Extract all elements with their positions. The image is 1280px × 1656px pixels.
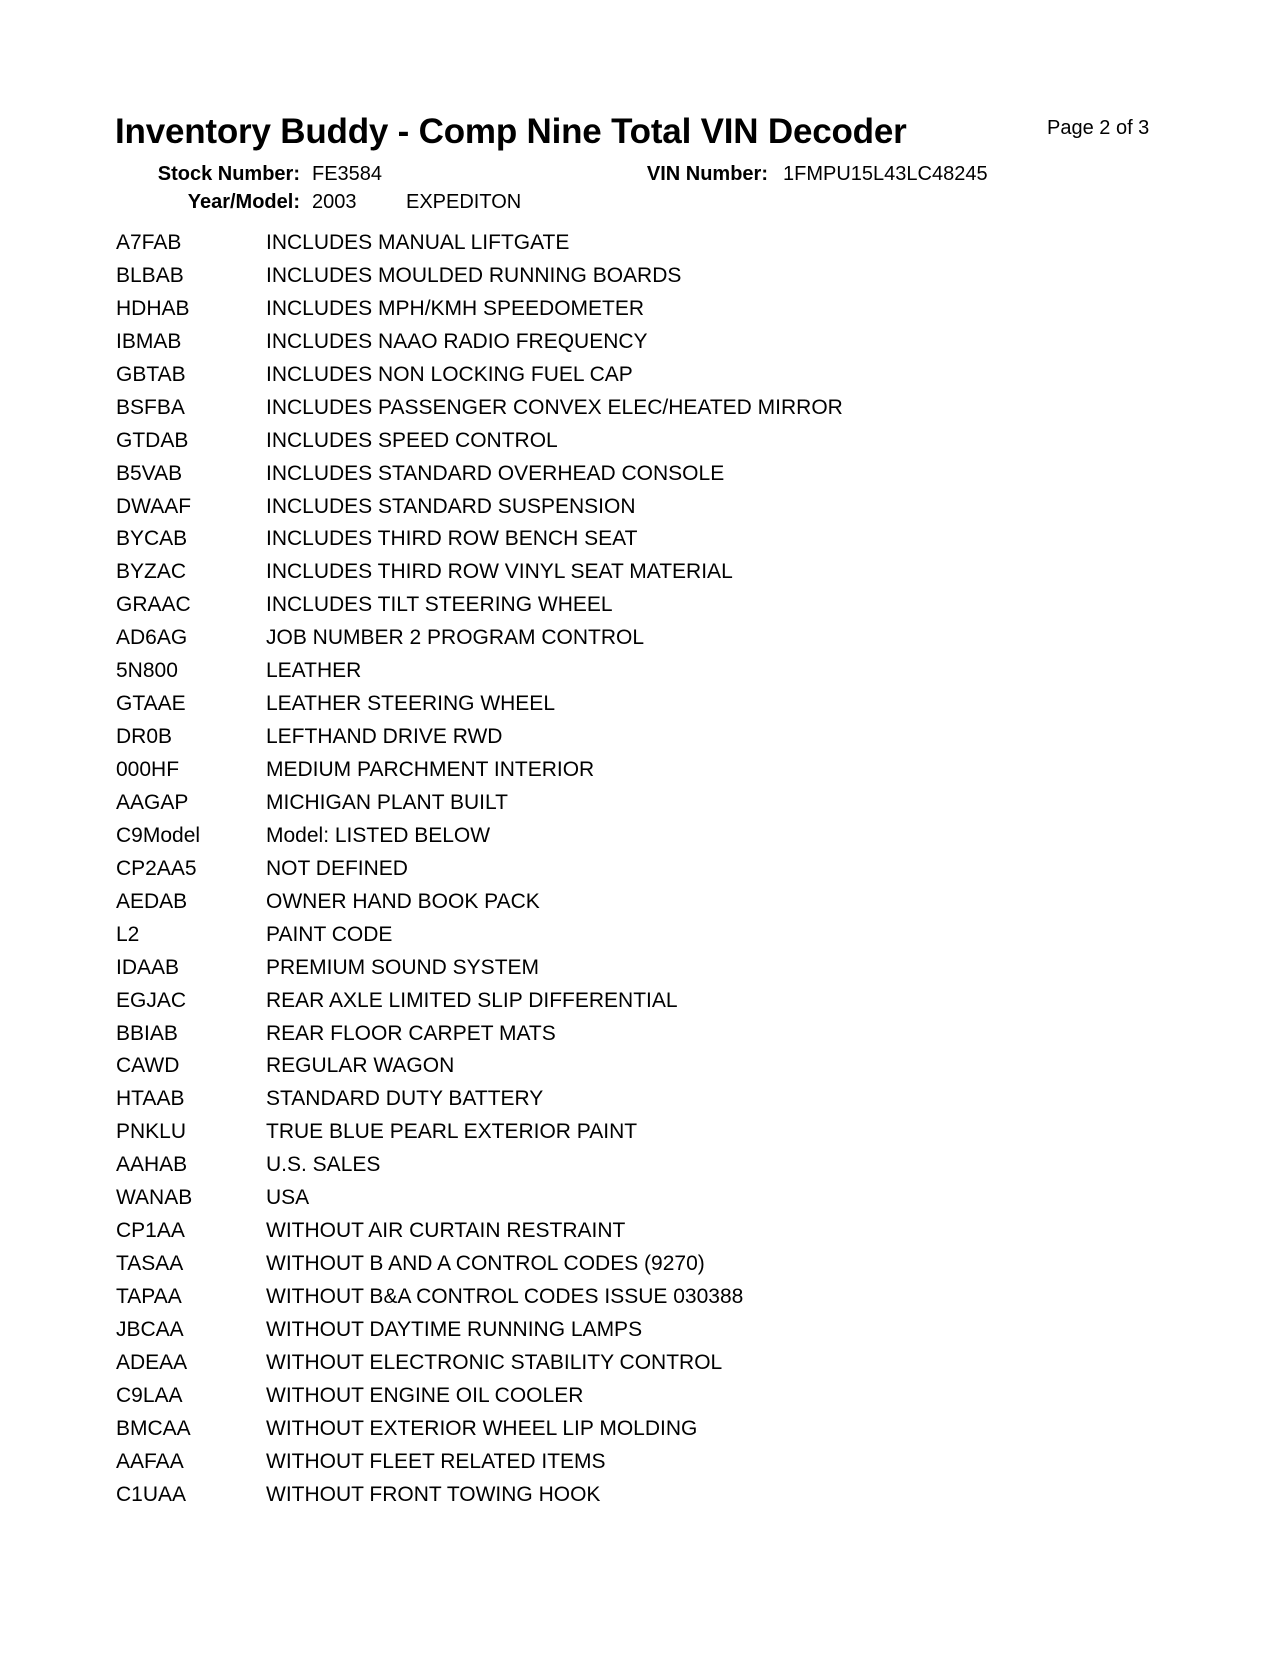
option-description: JOB NUMBER 2 PROGRAM CONTROL <box>266 626 645 650</box>
option-description: INCLUDES STANDARD SUSPENSION <box>266 494 636 518</box>
option-code: PNKLU <box>116 1120 187 1144</box>
option-description: INCLUDES THIRD ROW VINYL SEAT MATERIAL <box>266 560 733 584</box>
option-code: A7FAB <box>116 231 182 254</box>
option-code: C9LAA <box>116 1383 183 1407</box>
option-description: WITHOUT ENGINE OIL COOLER <box>266 1383 584 1407</box>
option-description: U.S. SALES <box>266 1153 381 1177</box>
option-description: INCLUDES NAAO RADIO FREQUENCY <box>266 329 648 353</box>
option-code: AAHAB <box>116 1153 188 1177</box>
option-description: INCLUDES PASSENGER CONVEX ELEC/HEATED MIRROR <box>266 395 843 419</box>
option-row <box>116 330 1116 363</box>
option-row <box>116 231 1116 264</box>
option-row <box>116 989 1116 1022</box>
option-row <box>116 956 1116 989</box>
option-code: C9Model <box>116 823 201 847</box>
option-row <box>116 297 1116 330</box>
option-code-list <box>116 231 1116 1516</box>
option-row <box>116 593 1116 626</box>
option-row <box>116 1351 1116 1384</box>
option-description: PAINT CODE <box>266 922 393 946</box>
option-code: HTAAB <box>116 1087 185 1111</box>
option-description: WITHOUT FRONT TOWING HOOK <box>266 1482 601 1506</box>
option-row <box>116 462 1116 495</box>
option-row <box>116 1022 1116 1055</box>
option-code: CP1AA <box>116 1219 185 1243</box>
option-description: REAR FLOOR CARPET MATS <box>266 1021 556 1045</box>
option-row <box>116 363 1116 396</box>
option-code: BMCAA <box>116 1416 191 1440</box>
option-code: BYCAB <box>116 527 188 551</box>
option-description: INCLUDES SPEED CONTROL <box>266 428 558 452</box>
option-description: INCLUDES MOULDED RUNNING BOARDS <box>266 263 682 287</box>
year-model-label: Year/Model: <box>187 191 300 213</box>
option-code: GBTAB <box>116 362 186 386</box>
option-description: STANDARD DUTY BATTERY <box>266 1087 544 1111</box>
option-code: ADEAA <box>116 1350 188 1374</box>
option-row <box>116 1483 1116 1516</box>
option-description: LEATHER <box>266 659 362 683</box>
model-value: EXPEDITON <box>406 191 522 213</box>
option-description: WITHOUT EXTERIOR WHEEL LIP MOLDING <box>266 1416 698 1440</box>
option-code: DR0B <box>116 725 173 749</box>
option-description: USA <box>266 1186 310 1210</box>
option-description: OWNER HAND BOOK PACK <box>266 889 540 913</box>
vin-number-value: 1FMPU15L43LC48245 <box>783 163 988 185</box>
option-row <box>116 1087 1116 1120</box>
option-description: WITHOUT DAYTIME RUNNING LAMPS <box>266 1317 643 1341</box>
option-row <box>116 1318 1116 1351</box>
option-row <box>116 1450 1116 1483</box>
option-description: TRUE BLUE PEARL EXTERIOR PAINT <box>266 1120 638 1144</box>
option-row <box>116 659 1116 692</box>
option-code: IDAAB <box>116 955 180 979</box>
option-code: IBMAB <box>116 329 182 353</box>
page-title: Inventory Buddy - Comp Nine Total VIN Decoder <box>115 112 907 151</box>
option-row <box>116 1219 1116 1252</box>
option-row <box>116 1153 1116 1186</box>
option-code: WANAB <box>116 1186 193 1210</box>
option-description: INCLUDES NON LOCKING FUEL CAP <box>266 362 633 386</box>
option-description: INCLUDES THIRD ROW BENCH SEAT <box>266 527 638 551</box>
option-code: C1UAA <box>116 1482 187 1506</box>
option-code: DWAAF <box>116 494 192 518</box>
option-row <box>116 692 1116 725</box>
option-code: AAFAA <box>116 1449 184 1473</box>
option-description: INCLUDES STANDARD OVERHEAD CONSOLE <box>266 461 725 485</box>
option-description: REGULAR WAGON <box>266 1054 455 1078</box>
option-description: WITHOUT AIR CURTAIN RESTRAINT <box>266 1219 626 1243</box>
option-description: PREMIUM SOUND SYSTEM <box>266 955 540 979</box>
option-description: LEFTHAND DRIVE RWD <box>266 725 503 749</box>
option-code: EGJAC <box>116 988 187 1012</box>
option-code: BLBAB <box>116 263 184 287</box>
option-description: LEATHER STEERING WHEEL <box>266 692 555 716</box>
vin-number-label: VIN Number: <box>646 163 768 185</box>
option-description: MICHIGAN PLANT BUILT <box>266 790 508 814</box>
option-code: B5VAB <box>116 461 183 485</box>
option-row <box>116 396 1116 429</box>
option-description: Model: LISTED BELOW <box>266 823 491 847</box>
option-code: CP2AA5 <box>116 856 197 880</box>
option-description: NOT DEFINED <box>266 856 408 880</box>
option-description: INCLUDES TILT STEERING WHEEL <box>266 593 613 617</box>
option-row <box>116 1384 1116 1417</box>
option-row <box>116 527 1116 560</box>
option-code: 000HF <box>116 758 180 781</box>
option-row <box>116 725 1116 758</box>
option-code: AEDAB <box>116 889 188 913</box>
year-value: 2003 <box>312 191 357 213</box>
option-row <box>116 1054 1116 1087</box>
option-row <box>116 923 1116 956</box>
option-description: WITHOUT ELECTRONIC STABILITY CONTROL <box>266 1350 723 1374</box>
option-row <box>116 1285 1116 1318</box>
option-row <box>116 264 1116 297</box>
option-row <box>116 1252 1116 1285</box>
option-code: GRAAC <box>116 593 191 617</box>
option-code: BYZAC <box>116 560 187 584</box>
option-code: GTAAE <box>116 692 186 716</box>
option-description: MEDIUM PARCHMENT INTERIOR <box>266 758 595 781</box>
option-row <box>116 429 1116 462</box>
option-row <box>116 626 1116 659</box>
option-description: REAR AXLE LIMITED SLIP DIFFERENTIAL <box>266 988 678 1012</box>
option-code: GTDAB <box>116 428 189 452</box>
option-code: HDHAB <box>116 296 190 320</box>
option-code: AD6AG <box>116 626 188 650</box>
option-code: AAGAP <box>116 790 189 814</box>
stock-number-value: FE3584 <box>312 163 383 185</box>
option-row <box>116 824 1116 857</box>
page-number: Page 2 of 3 <box>1047 117 1150 139</box>
option-code: BBIAB <box>116 1021 178 1045</box>
option-row <box>116 857 1116 890</box>
option-row <box>116 791 1116 824</box>
option-row <box>116 560 1116 593</box>
option-code: TASAA <box>116 1252 184 1276</box>
option-row <box>116 1417 1116 1450</box>
option-code: 5N800 <box>116 659 178 683</box>
option-code: JBCAA <box>116 1317 184 1341</box>
option-code: CAWD <box>116 1054 180 1078</box>
option-code: L2 <box>116 922 140 946</box>
option-row <box>116 890 1116 923</box>
option-row <box>116 495 1116 528</box>
option-description: WITHOUT B AND A CONTROL CODES (9270) <box>266 1252 705 1276</box>
option-description: INCLUDES MANUAL LIFTGATE <box>266 231 570 254</box>
option-description: INCLUDES MPH/KMH SPEEDOMETER <box>266 296 645 320</box>
option-row <box>116 1120 1116 1153</box>
option-row <box>116 1186 1116 1219</box>
option-row <box>116 758 1116 791</box>
option-description: WITHOUT FLEET RELATED ITEMS <box>266 1449 606 1473</box>
option-code: BSFBA <box>116 395 185 419</box>
option-description: WITHOUT B&A CONTROL CODES ISSUE 030388 <box>266 1285 744 1308</box>
option-code: TAPAA <box>116 1285 182 1308</box>
stock-number-label: Stock Number: <box>157 163 300 185</box>
